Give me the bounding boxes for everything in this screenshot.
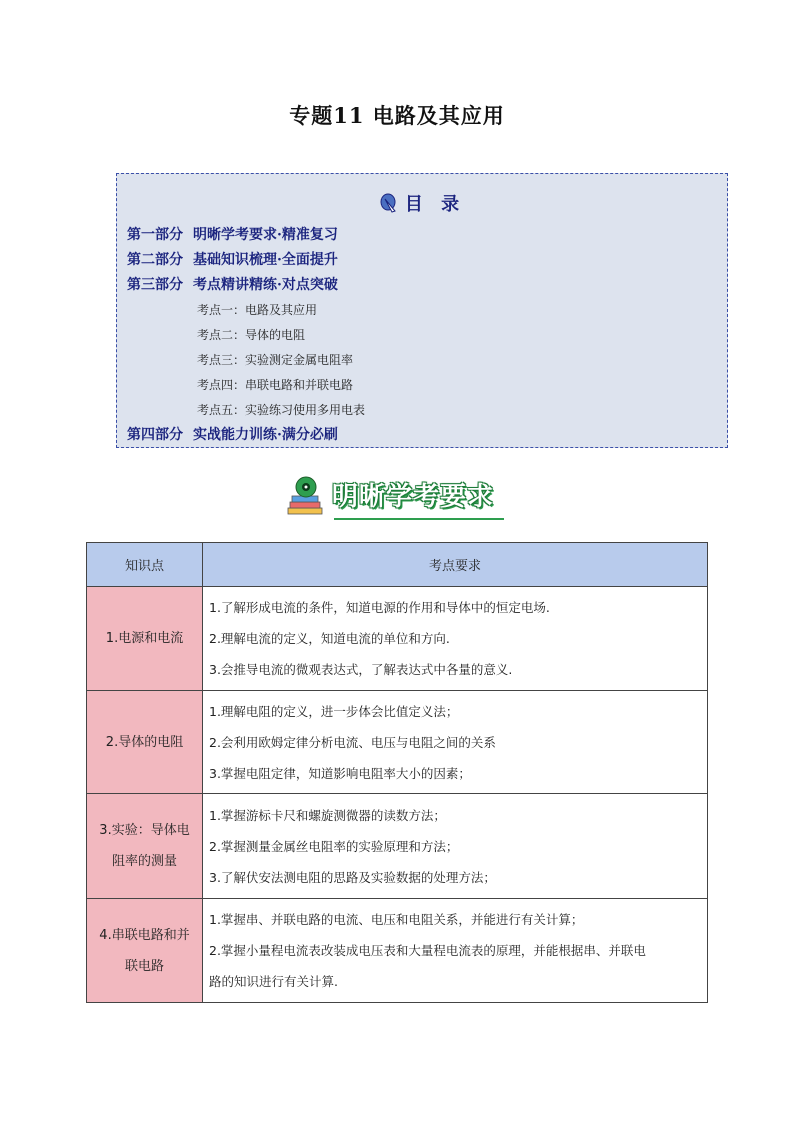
pen-icon — [379, 193, 401, 215]
toc-part-1[interactable]: 第一部分 明晰学考要求·精准复习 — [127, 227, 338, 243]
knowledge-point-cell: 1.电源和电流 — [87, 587, 203, 691]
knowledge-point-cell: 4.串联电路和并 联电路 — [87, 899, 203, 1003]
table-header-row — [87, 543, 708, 587]
table-row — [87, 899, 708, 1003]
column-header: 知识点 — [87, 543, 203, 587]
table-row — [87, 587, 708, 691]
requirements-cell: 1.了解形成电流的条件，知道电源的作用和导体中的恒定电场. 2.理解电流的定义，知道电流的单位和方向. 3.会推导电流的微观表达式，了解表达式中各量的意义. — [203, 587, 708, 691]
knowledge-point-cell: 3.实验：导体电 阻率的测量 — [87, 794, 203, 899]
table-row — [87, 794, 708, 899]
table-of-contents — [116, 173, 728, 448]
requirements-table — [86, 542, 708, 1003]
toc-subitem[interactable]: 考点四：串联电路和并联电路 — [197, 378, 354, 392]
toc-subitem[interactable]: 考点三：实验测定金属电阻率 — [197, 353, 354, 367]
banner-text: 明晰学考要求 — [332, 482, 495, 512]
toc-part-3[interactable]: 第三部分 考点精讲精练·对点突破 — [127, 277, 338, 293]
toc-part-2[interactable]: 第二部分 基础知识梳理·全面提升 — [127, 252, 338, 268]
table-row — [87, 691, 708, 794]
toc-heading — [117, 190, 727, 216]
toc-part-4[interactable]: 第四部分 实战能力训练·满分必刷 — [127, 427, 338, 443]
toc-subitem[interactable]: 考点二：导体的电阻 — [197, 328, 306, 342]
requirements-cell: 1.理解电阻的定义，进一步体会比值定义法； 2.会利用欧姆定律分析电流、电压与电阻之间的关系 3.掌握电阻定律，知道影响电阻率大小的因素； — [203, 691, 708, 794]
column-header: 考点要求 — [203, 543, 708, 587]
toc-subitem[interactable]: 考点一：电路及其应用 — [197, 303, 318, 317]
books-icon — [284, 474, 332, 522]
knowledge-point-cell: 2.导体的电阻 — [87, 691, 203, 794]
page-title: 专题11 电路及其应用 — [289, 103, 505, 128]
banner-underline — [334, 516, 504, 522]
section-banner — [282, 474, 528, 524]
requirements-cell: 1.掌握游标卡尺和螺旋测微器的读数方法； 2.掌握测量金属丝电阻率的实验原理和方法； 3.了解伏安法测电阻的思路及实验数据的处理方法； — [203, 794, 708, 899]
toc-heading-text: 目 录 — [404, 194, 466, 215]
requirements-cell: 1.掌握串、并联电路的电流、电压和电阻关系，并能进行有关计算； 2.掌握小量程电流表改装成电压表和大量程电流表的原理，并能根据串、并联电 路的知识进行有关计算. — [203, 899, 708, 1003]
toc-subitem[interactable]: 考点五：实验练习使用多用电表 — [197, 403, 366, 417]
